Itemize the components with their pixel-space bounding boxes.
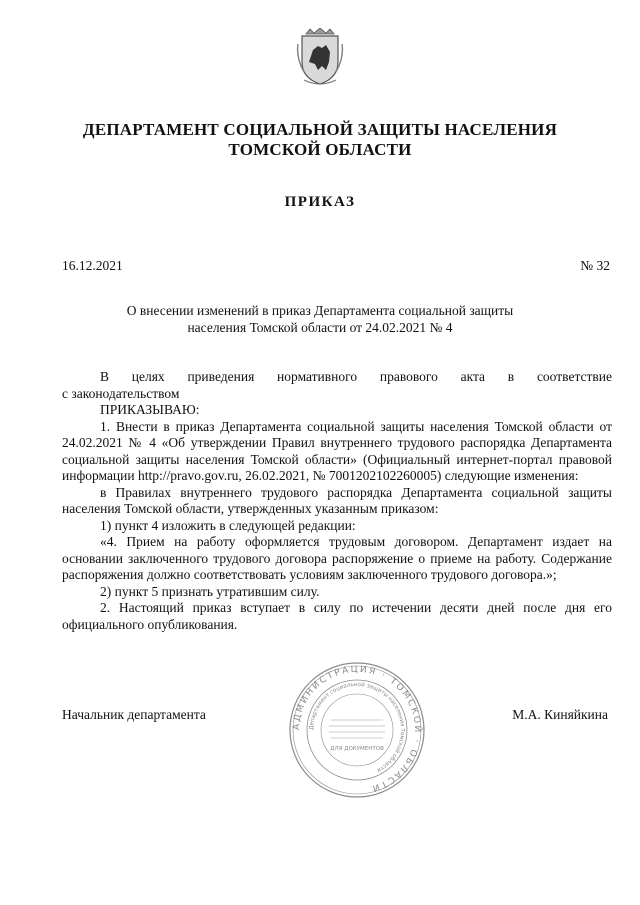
subject-line-2: населения Томской области от 24.02.2021 № 4 [187, 320, 453, 335]
paragraph-1: 1. Внести в приказ Департамента социальной защиты населения Томской области от 24.02.2021 № 4 «Об утверждении Правил внутреннего трудового распорядка Департамента социальной защиты населения Томской области» (Официальный интернет-портал правовой информации http://pravo.gov.ru, 26.02.2021, № 7001202102260005) следующие изменения: [62, 418, 612, 483]
paragraph-5: 2) пункт 5 признать утратившим силу. [100, 583, 320, 599]
signatory-position: Начальник департамента [62, 707, 206, 722]
coat-of-arms-emblem [296, 28, 344, 86]
organization-name-line-1: ДЕПАРТАМЕНТ СОЦИАЛЬНОЙ ЗАЩИТЫ НАСЕЛЕНИЯ [82, 120, 558, 139]
document-type-title: ПРИКАЗ [284, 194, 356, 210]
order-word: ПРИКАЗЫВАЮ: [100, 402, 200, 417]
paragraph-6: 2. Настоящий приказ вступает в силу по истечении десяти дней после дня его официального опубликования. [62, 600, 612, 632]
organization-name-line-2: ТОМСКОЙ ОБЛАСТИ [228, 140, 412, 159]
paragraph-4: «4. Прием на работу оформляется трудовым договором. Департамент издает на основании заключенного трудового договора распоряжение о приеме на работу. Содержание распоряжения должно соответствовать условиям заключенного трудового договора.»; [62, 534, 612, 582]
official-seal-stamp [287, 660, 427, 800]
document-number: № 32 [580, 258, 610, 273]
document-date: 16.12.2021 [62, 258, 123, 273]
paragraph-3: 1) пункт 4 изложить в следующей редакции: [100, 517, 356, 533]
signatory-name: М.А. Киняйкина [512, 707, 608, 722]
paragraph-2: в Правилах внутреннего трудового распорядка Департамента социальной защиты населения Томской области, утвержденных указанным приказом: [62, 484, 612, 516]
preamble-line-1: В целях приведения нормативного правового акта в соответствие [100, 369, 612, 384]
svg-text:Департамент социальной защиты [309, 681, 405, 773]
subject-line-1: О внесении изменений в приказ Департамента социальной защиты [126, 303, 514, 318]
document-body [62, 369, 612, 633]
stamp-inner-ring-text: Департамент социальной защиты населения Томской области [308, 681, 406, 773]
stamp-center-text: ДЛЯ ДОКУМЕНТОВ [330, 746, 384, 752]
preamble-line-2: с законодательством [62, 385, 180, 401]
stamp-outer-text: АДМИНИСТРАЦИЯ · ТОМСКОЙ · ОБЛАСТИ [291, 664, 423, 794]
